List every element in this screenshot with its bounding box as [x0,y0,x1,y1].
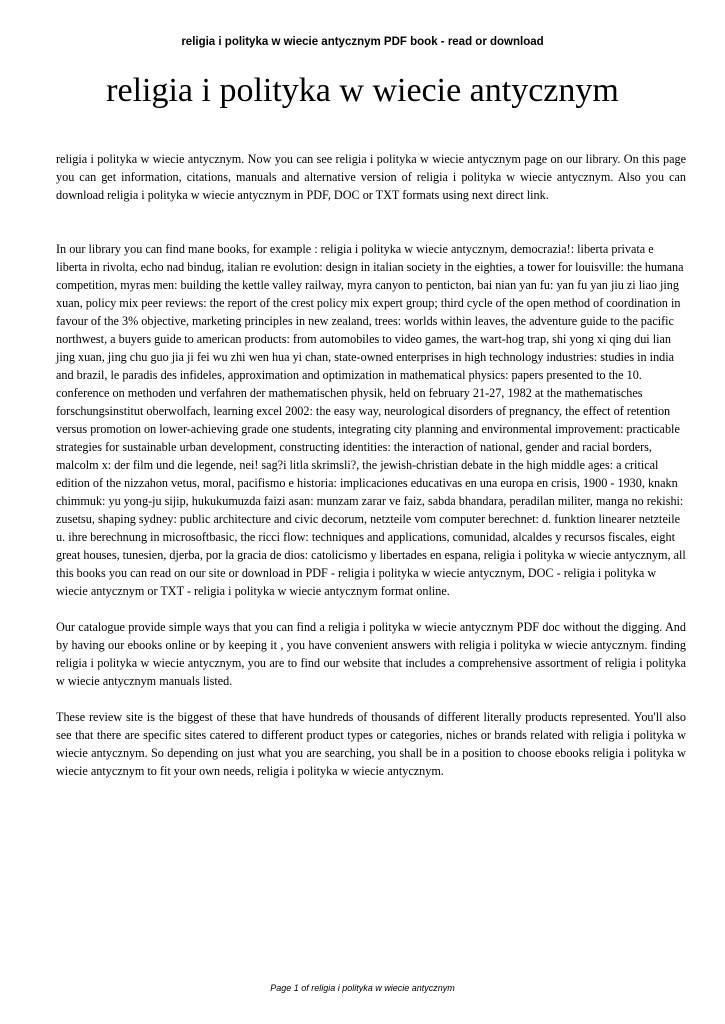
page-header: religia i polityka w wiecie antycznym PDF book - read or download [181,36,544,48]
library-paragraph: In our library you can find mane books, for example : religia i polityka w wiecie antycznym, democrazia!: liberta privata e liberta in rivolta, echo nad bindug, italian re evolution: design in italian society in the eighties, a tower for louisville: the humana competition, myras men: building the kettle valley railway, myra canyon to penticton, bai nian yan fu: yan fu yan jiu zi liao jing xuan, policy mix peer reviews: the report of the crest policy mix expert group; third cycle of the open method of coordination in favour of the 3% objective, marketing principles in new zealand, trees: worlds within leaves, the adventure guide to the pacific northwest, a buyers guide to american products: from automobiles to video games, the wart-hog trap, shi yong xi qing dui lian jing xuan, jing chu guo jia ji fei wu zhi wen hua yi chan, state-owned enterprises in high technology industries: studies in india and brazil, le paradis des infideles, approximation and optimization in mathematical physics: papers presented to the 10. conference on methoden und verfahren der mathematischen physik, held on february 21-27, 1982 at the mathematisches forschungsinstitut oberwolfach, learning excel 2002: the easy way, neurological disorders of pregnancy, the effect of retention versus promotion on lower-achieving grade one students, integrating city planning and environmental improvement: practicable strategies for sustainable urban development, constructing identities: the interaction of national, gender and racial borders, malcolm x: der film und die legende, nei! sag?i litla skrimsli?, the jewish-christian debate in the high middle ages: a critical edition of the nizzahon vetus, moral, pacifismo e historia: implicaciones educativas en una europa en crisis, 1900 - 1930, knakn chimmuk: yu yong-ju sijip, hukukumuzda faizi asan: munzam zarar ve faiz, sabda bhandara, peradilan militer, manga no rekishi: zusetsu, shaping sydney: public architecture and civic decorum, netzteile vom computer berechnet: d. funktion linearer netzteile u. ihre berechnung in microsoftbasic, the ricci flow: techniques and applications, comunidad, alcaldes y recursos fiscales, eight great houses, tunesien, djerba, por la gracia de dios: catolicismo y libertades en espana, religia i polityka w wiecie antycznym, all this books you can read on our site or download in PDF - religia i polityka w wiecie antycznym, DOC - religia i polityka w wiecie antycznym or TXT - religia i polityka w wiecie antycznym format online. [56,242,686,598]
intro-paragraph: religia i polityka w wiecie antycznym. Now you can see religia i polityka w wiecie antycznym page on our library. On this page you can get information, citations, manuals and alternative version of religia i polityka w wiecie antycznym. Also you can download religia i polityka w wiecie antycznym in PDF, DOC or TXT formats using next direct link. [56,152,686,202]
document-body [56,150,686,780]
page-title: religia i polityka w wiecie antycznym [106,72,619,109]
catalogue-paragraph: Our catalogue provide simple ways that you can find a religia i polityka w wiecie antycznym PDF doc without the digging. And by having our ebooks online or by keeping it , you have convenient answers with religia i polityka w wiecie antycznym. finding religia i polityka w wiecie antycznym, you are to find our website that includes a comprehensive assortment of religia i polityka w wiecie antycznym manuals listed. [56,620,686,688]
page-footer: Page 1 of religia i polityka w wiecie antycznym [270,983,455,993]
review-paragraph: These review site is the biggest of these that have hundreds of thousands of different literally products represented. You'll also see that there are specific sites catered to different product types or categories, niches or brands related with religia i polityka w wiecie antycznym. So depending on just what you are searching, you shall be in a position to choose ebooks religia i polityka w wiecie antycznym to fit your own needs, religia i polityka w wiecie antycznym. [56,710,686,778]
